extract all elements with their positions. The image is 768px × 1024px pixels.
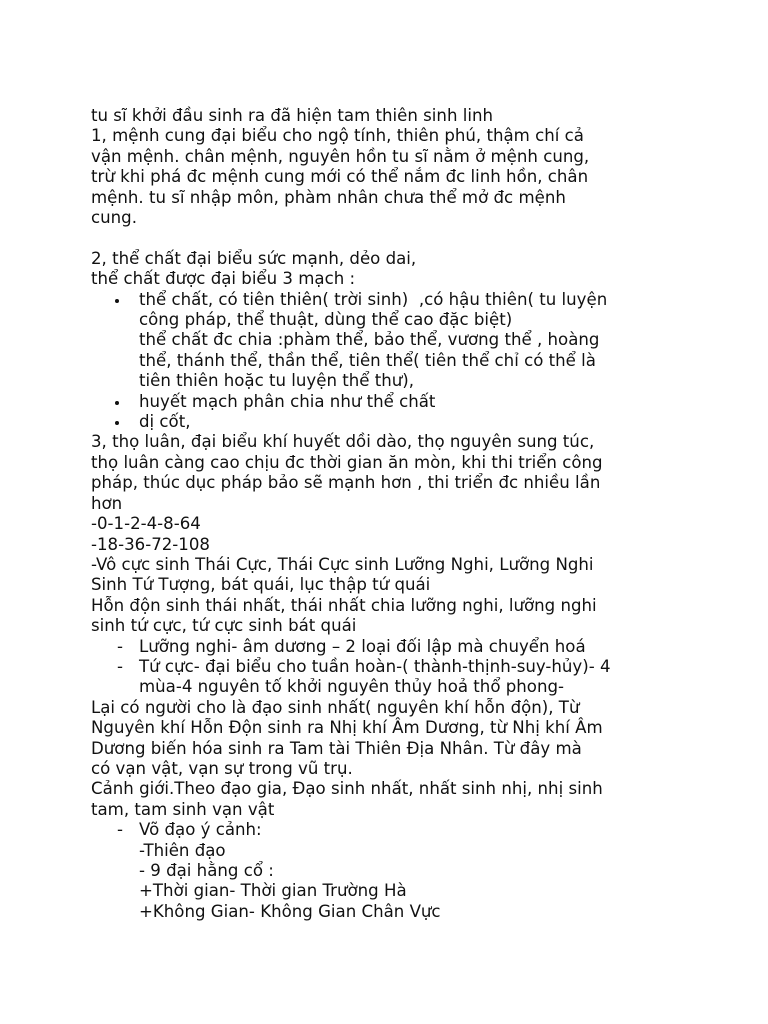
text-line: Lại có người cho là đạo sinh nhất( nguyên khí hỗn độn), Từ [91,697,580,717]
text-line: -Thiên đạo [139,840,226,860]
item-1 [91,126,691,228]
text-line: thể chất đc chia :phàm thể, bảo thể, vương thể , hoàng [139,330,600,350]
text-line: tiên thiên hoặc tu luyện thể thư), [139,371,415,391]
list-item [91,657,691,698]
text-line: Võ đạo ý cảnh: [139,820,262,840]
item-2 [91,249,691,290]
text-line: -Vô cực sinh Thái Cực, Thái Cực sinh Lưỡng Nghi, Lưỡng Nghi [91,554,594,574]
document-body [91,106,691,922]
text-line: 2, thể chất đại biểu sức mạnh, dẻo dai, [91,248,417,268]
text-line: -18-36-72-108 [91,534,210,554]
text-line: mệnh. tu sĩ nhập môn, phàm nhân chưa thể mở đc mệnh [91,187,566,207]
dash-marker: - [117,820,123,840]
list-item [91,820,691,922]
text-line: dị cốt, [139,412,191,432]
text-line: thể chất, có tiên thiên( trời sinh) ,có hậu thiên( tu luyện [139,289,608,309]
list-item [91,290,691,392]
text-line: - 9 đại hằng cổ : [139,861,274,881]
text-line: mùa-4 nguyên tố khởi nguyên thủy hoả thổ phong- [139,677,564,697]
list-item [91,412,691,432]
text-line: tam, tam sinh vạn vật [91,799,275,819]
text-line: Cảnh giới.Theo đạo gia, Đạo sinh nhất, nhất sinh nhị, nhị sinh [91,779,603,799]
text-line: có vạn vật, vạn sự trong vũ trụ. [91,758,353,778]
text-line: Dương biến hóa sinh ra Tam tài Thiên Địa Nhân. Từ đây mà [91,738,582,758]
text-line: sinh tứ cực, tứ cực sinh bát quái [91,616,357,636]
text-line: trừ khi phá đc mệnh cung mới có thể nắm đc linh hồn, chân [91,167,589,187]
dash-marker: - [117,656,123,676]
text-line: thể, thánh thể, thần thể, tiên thể( tiên thể chỉ có thể là [139,350,596,370]
text-line: vận mệnh. chân mệnh, nguyên hồn tu sĩ nằm ở mệnh cung, [91,146,590,166]
text-line: huyết mạch phân chia như thể chất [139,391,436,411]
text-line: Hỗn độn sinh thái nhất, thái nhất chia lưỡng nghi, lưỡng nghi [91,595,597,615]
text-line: -0-1-2-4-8-64 [91,514,201,534]
blank-line [91,228,691,248]
text-line: hơn [91,493,123,513]
item-3 [91,432,691,636]
text-line: +Không Gian- Không Gian Chân Vực [139,901,441,921]
text-line: thể chất được đại biểu 3 mạch : [91,269,356,289]
dash-marker: - [117,636,123,656]
paragraph [91,698,691,820]
text-line: Lưỡng nghi- âm dương – 2 loại đối lập mà chuyển hoá [139,636,586,656]
text-line: Tứ cực- đại biểu cho tuần hoàn-( thành-thịnh-suy-hủy)- 4 [139,656,611,676]
text-line: Nguyên khí Hỗn Độn sinh ra Nhị khí Âm Dương, từ Nhị khí Âm [91,718,603,738]
text-line: Sinh Tứ Tượng, bát quái, lục thập tứ quái [91,575,431,595]
text-line: pháp, thúc dục pháp bảo sẽ mạnh hơn , thi triển đc nhiều lần [91,473,601,493]
list-item [91,637,691,657]
dash-list [91,637,691,698]
dash-list [91,820,691,922]
text-line: thọ luân càng cao chịu đc thời gian ăn mòn, khi thi triển công [91,452,603,472]
list-item [91,392,691,412]
text-line: 1, mệnh cung đại biểu cho ngộ tính, thiên phú, thậm chí cả [91,126,584,146]
intro-line: tu sĩ khởi đầu sinh ra đã hiện tam thiên sinh linh [91,106,493,125]
text-line: +Thời gian- Thời gian Trường Hà [139,881,407,901]
text-line: cung. [91,208,137,228]
bullet-list [91,290,691,433]
text-line: 3, thọ luân, đại biểu khí huyết dồi dào, thọ nguyên sung túc, [91,432,595,452]
text-line: công pháp, thể thuật, dùng thể cao đặc biệt) [139,310,513,330]
